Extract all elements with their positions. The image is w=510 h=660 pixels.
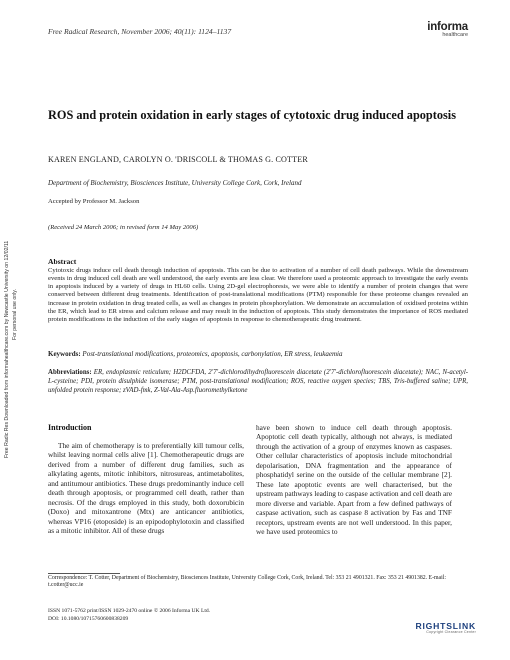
rightslink-logo xyxy=(396,621,476,634)
abbreviations-text: ER, endoplasmic reticulum; H2DCFDA, 2'7'-dichlorodihydrofluorescein diacetate (2'7'-dichlorofluorescein diacetate); NAC, N-acetyl-L-cysteine; PDI, protein disulphide isomerase; PTM, post-translational modification; ROS, reactive oxygen species; TBS, Tris-buffered saline; UPR, unfolded protein response; zVAD-fmk, Z-Val-Ala-Asp.fluoromethylketone xyxy=(48,369,468,394)
journal-citation: Free Radical Research, November 2006; 40(11): 1124–1137 xyxy=(48,27,232,36)
rightslink-logo-sub: Copyright Clearance Center xyxy=(426,630,476,634)
abstract-heading: Abstract xyxy=(48,257,77,266)
introduction-right-column: have been shown to induce cell death through apoptosis. Apoptotic cell death typically, although not always, is mediated through the activation of a group of enzymes known as caspases. Other cellular characteristics of apoptosis include mitochondrial depolarisation, DNA fragmentation and the appearance of phosphatidyl serine on the outside of the cellular membrane [2]. These late apoptotic events are well characterised, but the upstream pathways leading to caspase activation and cell death are more diverse and variable. Apart from a few defined pathways of caspase activation, such as caspase 8 activation by Fas and TNF receptors, upstream events are not well understood. In this paper, we have used proteomics to xyxy=(256,423,452,536)
doi-line: DOI: 10.1080/10715760600838209 xyxy=(48,615,129,622)
article-title: ROS and protein oxidation in early stages of cytotoxic drug induced apoptosis xyxy=(48,108,457,122)
download-watermark-line-2: For personal use only. xyxy=(12,289,18,340)
download-watermark xyxy=(0,190,26,460)
publication-info xyxy=(48,608,278,623)
footnote-divider xyxy=(48,573,120,574)
keywords-label: Keywords: xyxy=(48,350,81,358)
article-affiliation: Department of Biochemistry, Biosciences Institute, University College Cork, Cork, Ireland xyxy=(48,179,302,187)
publisher-logo xyxy=(406,22,468,38)
received-dates: (Received 24 March 2006; in revised form 14 May 2006) xyxy=(48,224,199,231)
introduction-heading: Introduction xyxy=(48,423,92,432)
introduction-left-column: The aim of chemotherapy is to preferentially kill tumour cells, whilst leaving normal cells alive [1]. Chemotherapeutic drugs are derived from a number of different drug families, such as alkylating agents, mitotic inhibitors, nitrosureas, antimetabolites, and antitumour antibiotics. These drugs predominantly induce cell death through apoptosis, or programmed cell death, rather than necrosis. Of the drugs employed in this study, both doxorubicin (Doxo) and mitoxantrone (Mtx) are anticancer antibiotics, whereas VP16 (etoposide) is an epipodophylotoxin and classified as a mitotic inhibitor. All of these drugs xyxy=(48,441,244,536)
abbreviations xyxy=(48,368,468,395)
accepted-by: Accepted by Professor M. Jackson xyxy=(48,198,140,205)
publisher-logo-name: informa xyxy=(427,21,468,33)
keywords xyxy=(48,350,468,358)
issn-line: ISSN 1071-5762 print/ISSN 1029-2470 online © 2006 Informa UK Ltd. xyxy=(48,608,211,614)
rightslink-logo-name: RIGHTSLINK xyxy=(415,621,476,631)
correspondence-footnote: Correspondence: T. Cotter, Department of Biochemistry, Biosciences Institute, University College Cork, Cork, Ireland. Tel: 353 21 4901321. Fax: 353 21 4901382. E-mail: t.cotter@ucc.ie xyxy=(48,575,446,589)
keywords-text: Post-translational modifications, proteomics, apoptosis, carbonylation, ER stress, leukaemia xyxy=(82,350,343,358)
abbreviations-label: Abbreviations: xyxy=(48,369,92,376)
download-watermark-line-1: Free Radic Res Downloaded from informahealthcare.com by Newcastle University on 12/02/11 xyxy=(4,240,10,458)
abstract-text: Cytotoxic drugs induce cell death through induction of apoptosis. This can be due to activation of a number of cell death pathways. While the downstream events in drug induced cell death are well understood, the early events are less clear. We therefore used a proteomic approach to investigate the early events in apoptosis induced by a variety of drugs in HL60 cells. Using 2D-gel electrophoresis, we were able to identify a number of protein changes that were conserved between different drug treatments. Identification of post-translational modifications (PTM) responsible for these proteome changes revealed an increase in protein oxidation in drug treated cells, as well as changes in protein phosphorylation. We demonstrate an accumulation of oxidised proteins within the ER, which lead to ER stress and calcium release and may result in the induction of apoptosis. This study demonstrates the importance of ROS mediated protein modifications in the induction of the early stages of apoptosis in response to chemotherapeutic drug treatment. xyxy=(48,267,468,323)
publisher-logo-sub: healthcare xyxy=(442,32,468,38)
article-authors: KAREN ENGLAND, CAROLYN O. 'DRISCOLL & THOMAS G. COTTER xyxy=(48,155,308,164)
